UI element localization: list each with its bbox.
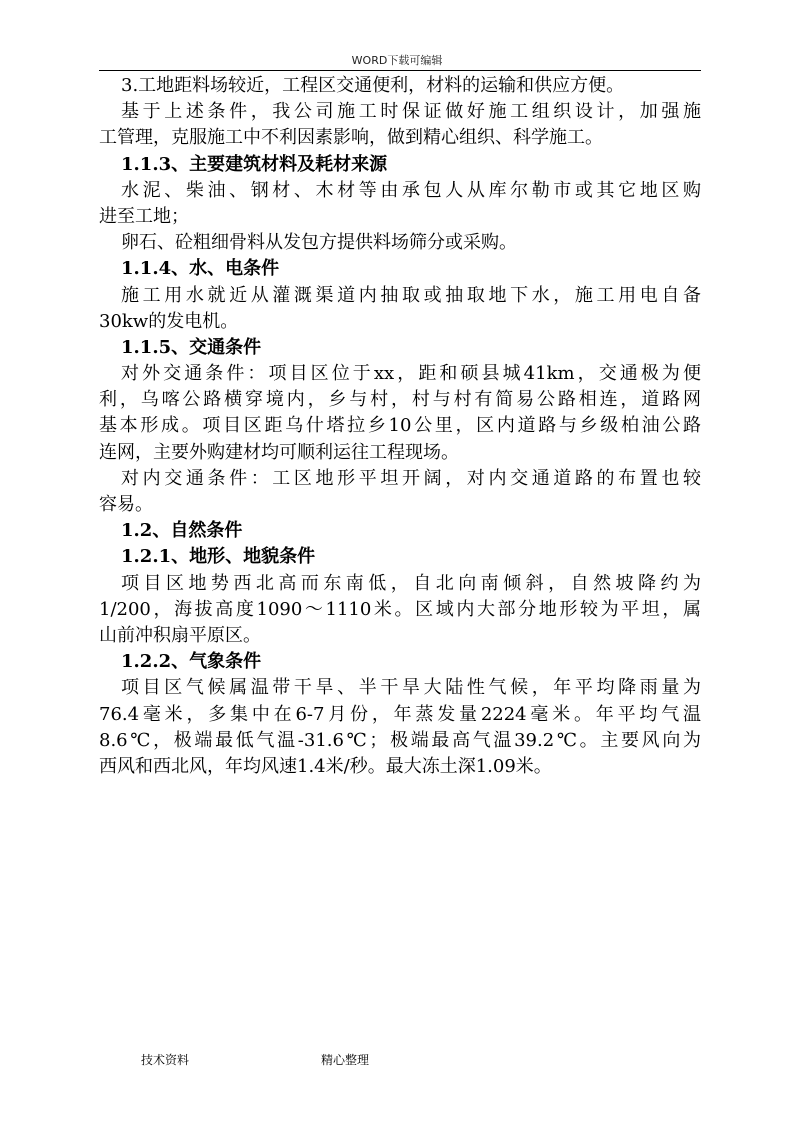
paragraph-line: 连网，主要外购建材均可顺利运往工程现场。: [99, 441, 459, 463]
paragraph-line: 30kw的发电机。: [99, 310, 239, 332]
paragraph-line: 项目区地势西北高而东南低，自北向南倾斜，自然坡降约为: [121, 572, 701, 594]
document-body: [99, 73, 701, 780]
paragraph-line: 8.6℃，极端最低气温-31.6℃；极端最高气温39.2℃。主要风向为: [99, 729, 701, 751]
section-heading-1-2-1: 1.2.1、地形、地貌条件: [121, 546, 316, 568]
paragraph-line: 基本形成。项目区距乌什塔拉乡10公里，区内道路与乡级柏油公路: [99, 415, 701, 437]
paragraph-line: 项目区气候属温带干旱、半干旱大陆性气候，年平均降雨量为: [121, 677, 701, 699]
section-heading-1-2-2: 1.2.2、气象条件: [121, 651, 262, 673]
paragraph-line: 利，乌喀公路横穿境内，乡与村，村与村有简易公路相连，道路网: [99, 389, 701, 411]
paragraph-line: 卵石、砼粗细骨料从发包方提供料场筛分或采购。: [121, 232, 517, 254]
footer-left: 技术资料: [141, 1053, 190, 1067]
paragraph-line: 1/200，海拔高度1090～1110米。区域内大部分地形较为平坦，属: [99, 598, 701, 620]
page-header: WORD下载可编辑: [351, 54, 443, 67]
paragraph-line: 76.4毫米，多集中在6-7月份，年蒸发量2224毫米。年平均气温: [99, 703, 701, 725]
paragraph-line: 对内交通条件：工区地形平坦开阔，对内交通道路的布置也较: [121, 467, 701, 489]
paragraph-line: 工管理，克服施工中不利因素影响，做到精心组织、科学施工。: [99, 127, 603, 149]
paragraph-line: 水泥、柴油、钢材、木材等由承包人从库尔勒市或其它地区购: [121, 179, 701, 201]
footer-right: 精心整理: [321, 1053, 370, 1067]
paragraph-line: 西风和西北风，年均风速1.4米/秒。最大冻土深1.09米。: [99, 755, 552, 777]
paragraph-line: 3.工地距料场较近，工程区交通便利，材料的运输和供应方便。: [121, 75, 625, 96]
paragraph-line: 山前冲积扇平原区。: [99, 624, 261, 646]
section-heading-1-2: 1.2、自然条件: [121, 520, 243, 542]
header-rule: [99, 70, 701, 71]
section-heading-1-1-3: 1.1.3、主要建筑材料及耗材来源: [121, 153, 388, 175]
paragraph-line: 基于上述条件，我公司施工时保证做好施工组织设计，加强施: [121, 101, 701, 123]
section-heading-1-1-5: 1.1.5、交通条件: [121, 336, 262, 358]
paragraph-line: 施工用水就近从灌溉渠道内抽取或抽取地下水，施工用电自备: [121, 284, 701, 306]
paragraph-line: 进至工地；: [99, 205, 189, 227]
section-heading-1-1-4: 1.1.4、水、电条件: [121, 258, 280, 280]
paragraph-line: 对外交通条件：项目区位于xx，距和硕县城41km，交通极为便: [121, 363, 701, 385]
paragraph-line: 容易。: [99, 494, 153, 515]
